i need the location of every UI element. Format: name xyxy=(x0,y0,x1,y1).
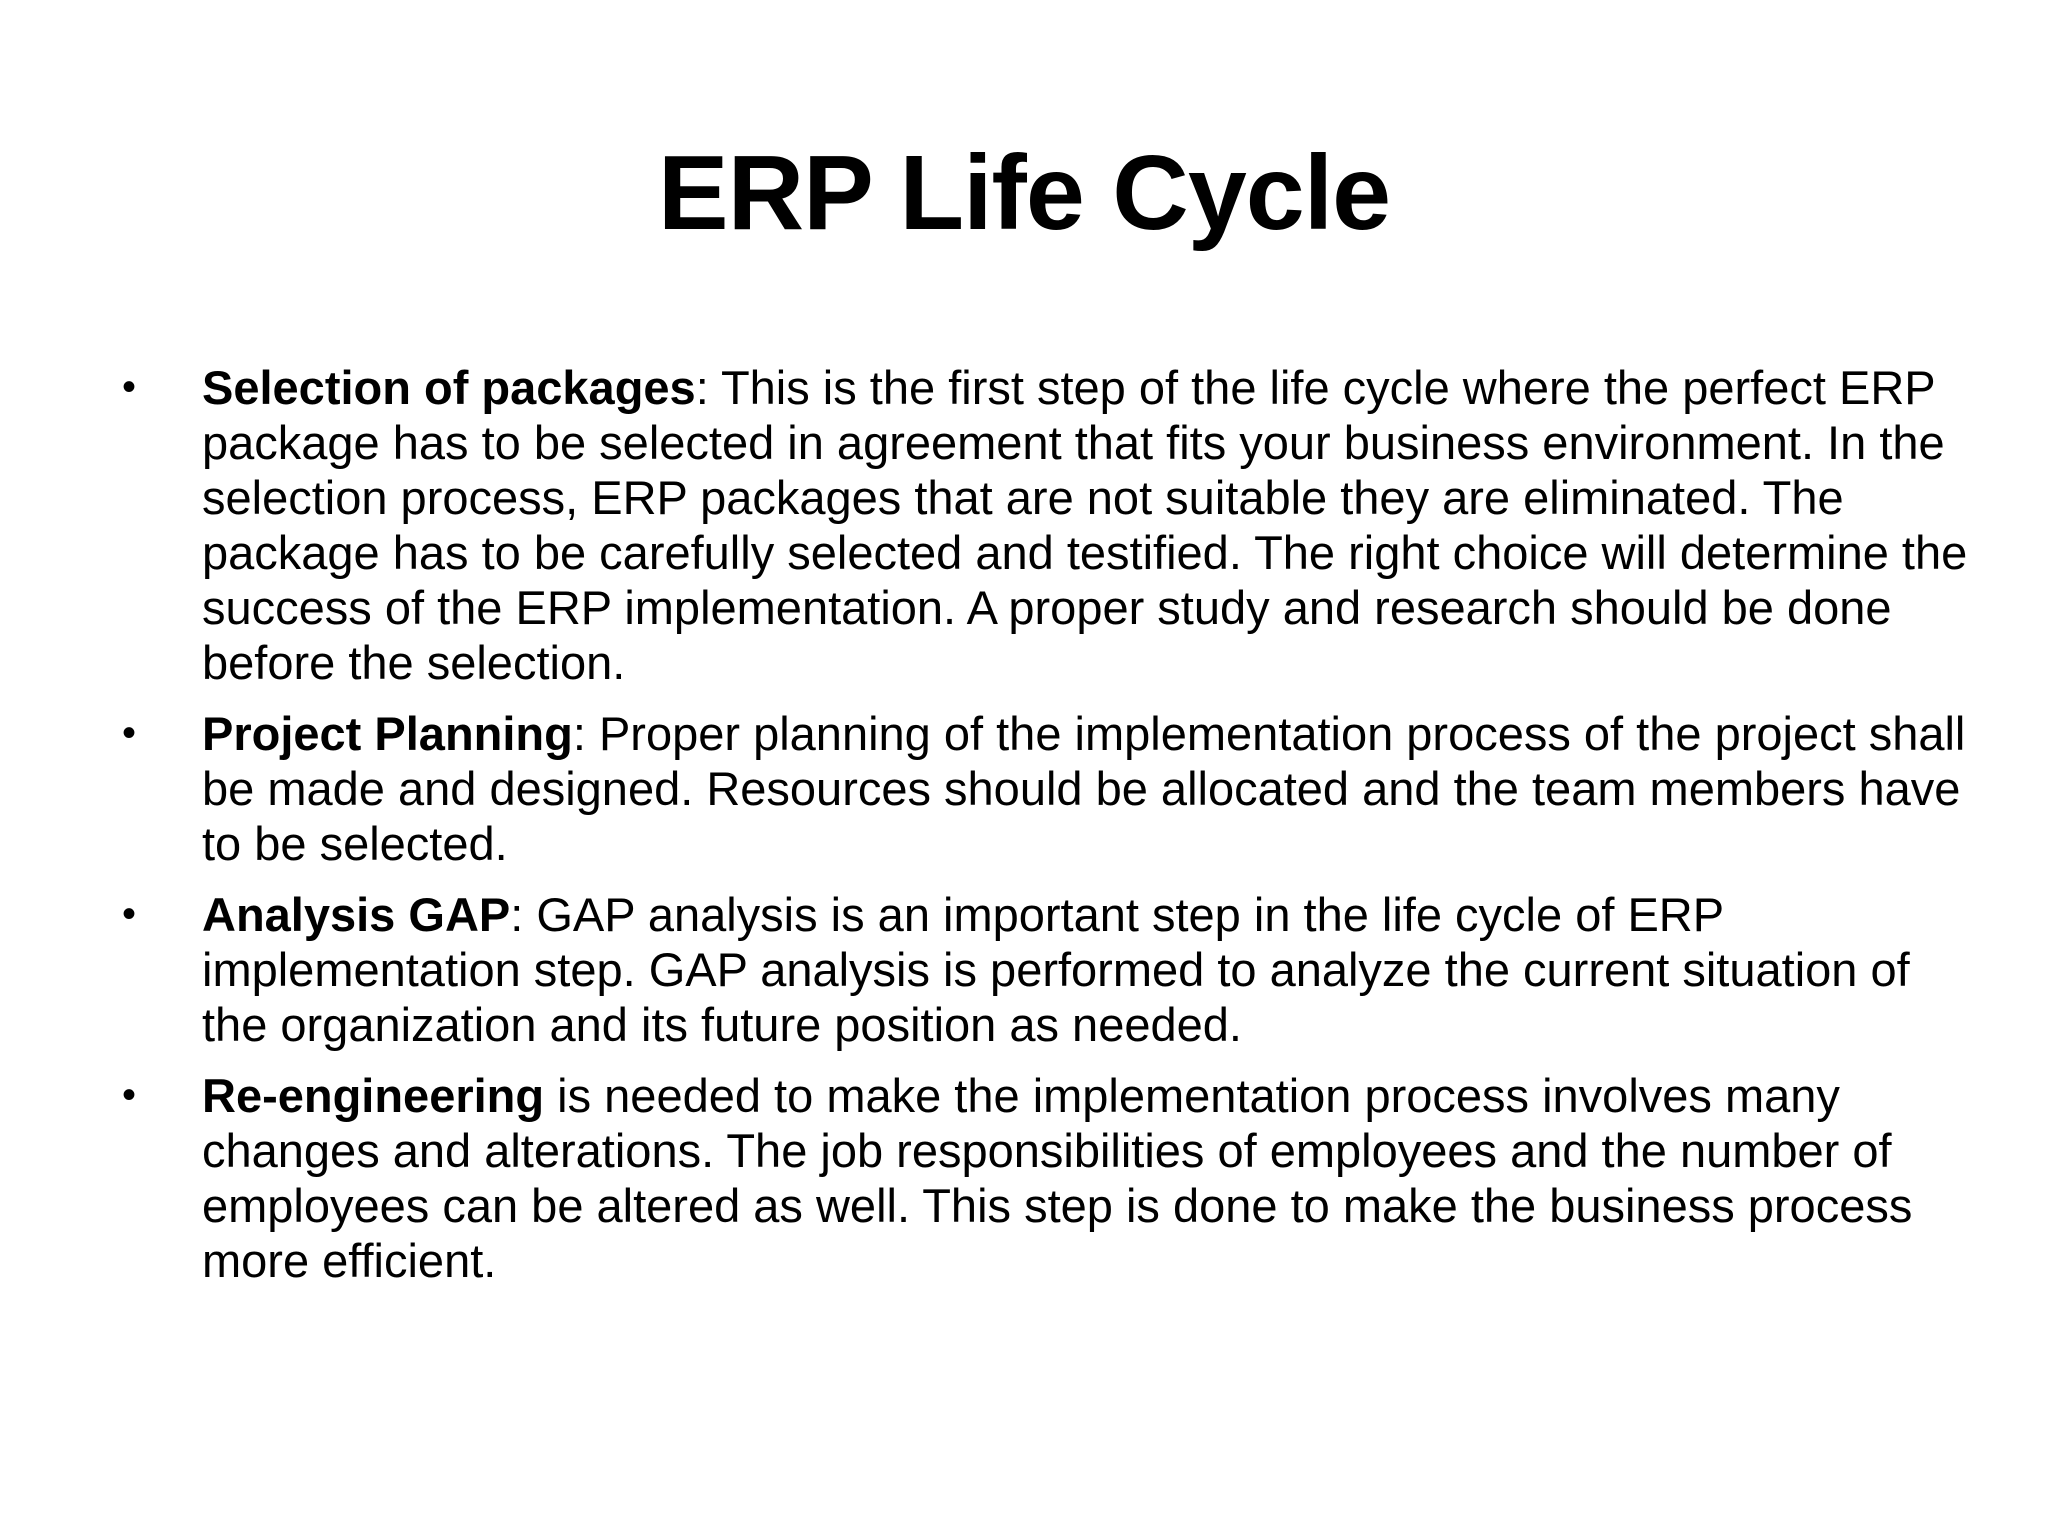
bullet-list xyxy=(120,360,1970,1304)
bullet-icon: • xyxy=(122,711,137,755)
bullet-term: Analysis GAP xyxy=(202,888,511,941)
bullet-icon: • xyxy=(122,365,137,409)
bullet-text: : This is the first step of the life cycle where the perfect ERP package has to be selected in agreement that fits your business environment. In the selection process, ERP packages that are not suitable they are eliminated. The package has to be carefully selected and testified. The right choice will determine the success of the ERP implementation. A proper study and research should be done before the selection. xyxy=(202,361,1968,689)
bullet-term: Selection of packages xyxy=(202,361,696,414)
list-item-analysis-gap xyxy=(120,887,1970,1052)
list-item-project-planning xyxy=(120,706,1970,871)
bullet-text: : GAP analysis is an important step in the life cycle of ERP implementation step. GAP analysis is performed to analyze the current situation of the organization and its future position as needed. xyxy=(202,888,1910,1051)
list-item-re-engineering xyxy=(120,1068,1970,1288)
bullet-icon: • xyxy=(122,892,137,936)
bullet-icon: • xyxy=(122,1073,137,1117)
bullet-text: : Proper planning of the implementation process of the project shall be made and designed. Resources should be allocated and the team members have to be selected. xyxy=(202,707,1966,870)
bullet-text: is needed to make the implementation process involves many changes and alterations. The job responsibilities of employees and the number of employees can be altered as well. This step is done to make the business process more efficient. xyxy=(202,1069,1913,1287)
list-item-selection-of-packages xyxy=(120,360,1970,690)
slide-title: ERP Life Cycle xyxy=(657,134,1391,252)
bullet-term: Project Planning xyxy=(202,707,573,760)
bullet-term: Re-engineering xyxy=(202,1069,545,1122)
